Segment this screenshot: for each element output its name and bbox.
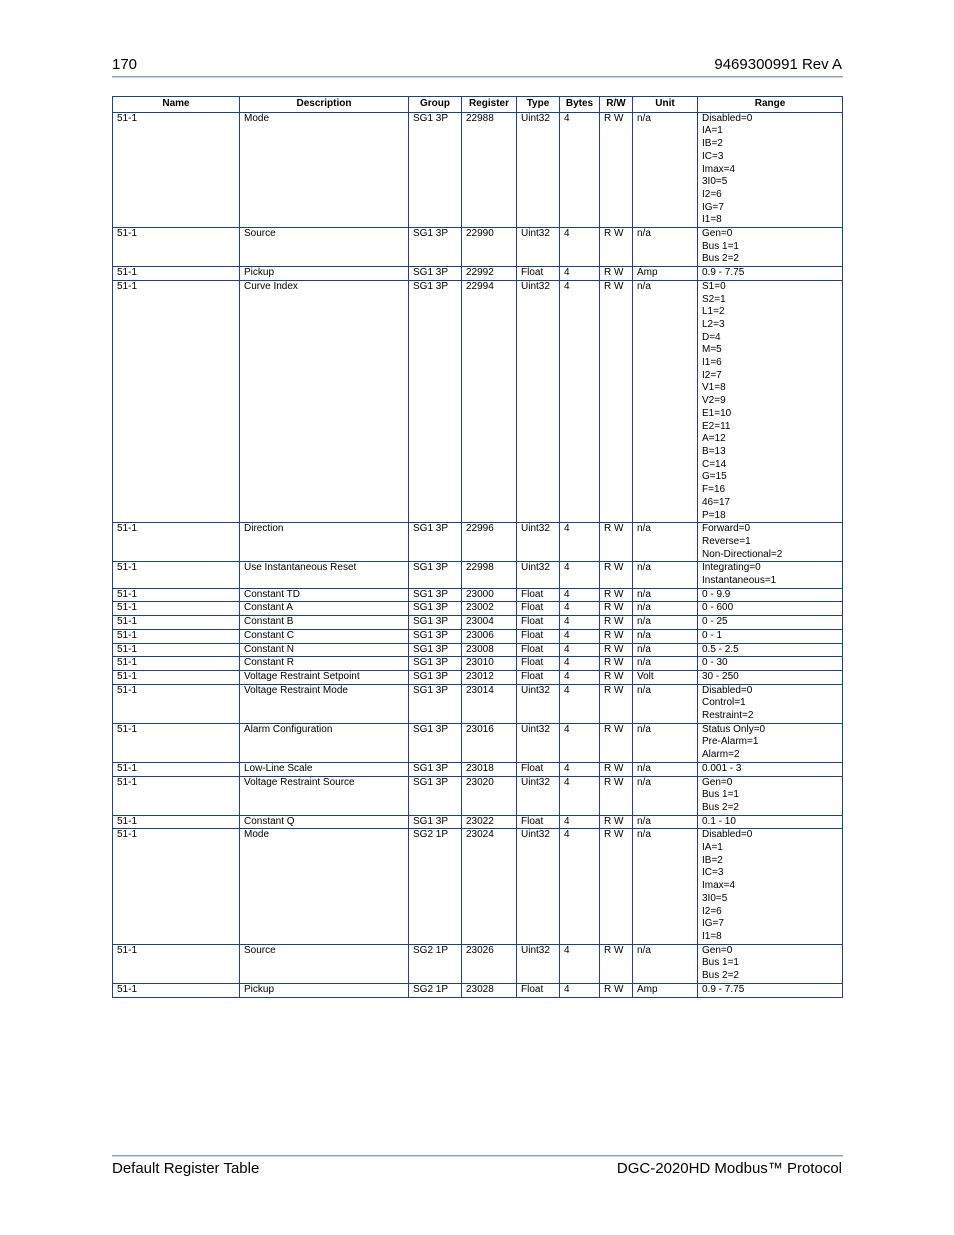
cell-description: Constant A [240,602,409,616]
cell-type: Float [517,588,560,602]
cell-description: Use Instantaneous Reset [240,562,409,588]
cell-register: 22990 [462,228,517,267]
cell-register: 22998 [462,562,517,588]
table-row [113,829,843,944]
cell-description: Alarm Configuration [240,723,409,762]
cell-register: 23008 [462,643,517,657]
cell-description: Direction [240,523,409,562]
cell-unit: n/a [633,629,698,643]
table-row [113,643,843,657]
cell-name: 51-1 [113,723,240,762]
column-header-register: Register [462,97,517,113]
cell-type: Float [517,762,560,776]
cell-register: 23014 [462,684,517,723]
cell-range: 0.9 - 7.75 [698,983,843,997]
cell-description: Voltage Restraint Mode [240,684,409,723]
cell-description: Voltage Restraint Source [240,776,409,815]
cell-type: Uint32 [517,723,560,762]
cell-range: 0 - 25 [698,616,843,630]
cell-rw: R W [600,776,633,815]
cell-description: Constant B [240,616,409,630]
cell-bytes: 4 [560,684,600,723]
cell-register: 23026 [462,944,517,983]
cell-description: Source [240,944,409,983]
column-header-name: Name [113,97,240,113]
cell-unit: n/a [633,657,698,671]
cell-name: 51-1 [113,776,240,815]
cell-range: 0.9 - 7.75 [698,267,843,281]
cell-name: 51-1 [113,815,240,829]
cell-range: 0 - 600 [698,602,843,616]
cell-bytes: 4 [560,523,600,562]
cell-bytes: 4 [560,280,600,522]
cell-register: 23018 [462,762,517,776]
cell-rw: R W [600,829,633,944]
cell-name: 51-1 [113,643,240,657]
cell-type: Float [517,643,560,657]
table-row [113,588,843,602]
table-row [113,280,843,522]
cell-rw: R W [600,562,633,588]
table-row [113,267,843,281]
cell-register: 22988 [462,112,517,227]
cell-group: SG1 3P [409,776,462,815]
cell-unit: n/a [633,588,698,602]
cell-range: 30 - 250 [698,670,843,684]
page-number: 170 [112,56,138,73]
cell-name: 51-1 [113,657,240,671]
cell-unit: n/a [633,944,698,983]
cell-bytes: 4 [560,602,600,616]
cell-type: Uint32 [517,228,560,267]
cell-unit: Volt [633,670,698,684]
cell-description: Mode [240,112,409,227]
column-header-bytes: Bytes [560,97,600,113]
cell-rw: R W [600,280,633,522]
cell-bytes: 4 [560,815,600,829]
cell-name: 51-1 [113,670,240,684]
cell-group: SG1 3P [409,657,462,671]
page-footer [112,1160,842,1180]
cell-type: Float [517,815,560,829]
cell-name: 51-1 [113,629,240,643]
cell-group: SG1 3P [409,723,462,762]
cell-range: 0 - 30 [698,657,843,671]
cell-bytes: 4 [560,944,600,983]
cell-rw: R W [600,629,633,643]
cell-range: Gen=0 Bus 1=1 Bus 2=2 [698,944,843,983]
cell-unit: n/a [633,776,698,815]
cell-group: SG1 3P [409,112,462,227]
cell-description: Constant R [240,657,409,671]
cell-type: Float [517,616,560,630]
cell-rw: R W [600,944,633,983]
cell-unit: n/a [633,228,698,267]
cell-range: 0 - 1 [698,629,843,643]
table-row [113,983,843,997]
cell-register: 23004 [462,616,517,630]
cell-range: Disabled=0 IA=1 IB=2 IC=3 Imax=4 3I0=5 I2=6 IG=7 I1=8 [698,829,843,944]
cell-unit: n/a [633,762,698,776]
cell-bytes: 4 [560,829,600,944]
column-header-unit: Unit [633,97,698,113]
cell-rw: R W [600,657,633,671]
cell-register: 23010 [462,657,517,671]
cell-description: Low-Line Scale [240,762,409,776]
cell-group: SG2 1P [409,983,462,997]
cell-rw: R W [600,602,633,616]
footer-rule [112,1155,843,1157]
table-row [113,562,843,588]
cell-range: 0 - 9.9 [698,588,843,602]
cell-group: SG1 3P [409,643,462,657]
cell-register: 23024 [462,829,517,944]
cell-register: 23016 [462,723,517,762]
cell-register: 23012 [462,670,517,684]
table-row [113,815,843,829]
cell-bytes: 4 [560,723,600,762]
cell-unit: Amp [633,267,698,281]
table-row [113,228,843,267]
cell-unit: n/a [633,523,698,562]
cell-group: SG1 3P [409,602,462,616]
cell-unit: n/a [633,829,698,944]
cell-group: SG1 3P [409,629,462,643]
cell-rw: R W [600,267,633,281]
cell-register: 23006 [462,629,517,643]
table-row [113,944,843,983]
cell-bytes: 4 [560,983,600,997]
cell-type: Float [517,267,560,281]
table-row [113,762,843,776]
cell-rw: R W [600,523,633,562]
table-row [113,684,843,723]
cell-description: Constant TD [240,588,409,602]
cell-range: Forward=0 Reverse=1 Non-Directional=2 [698,523,843,562]
cell-rw: R W [600,643,633,657]
cell-description: Pickup [240,267,409,281]
cell-rw: R W [600,983,633,997]
cell-type: Float [517,602,560,616]
cell-range: Disabled=0 IA=1 IB=2 IC=3 Imax=4 3I0=5 I2=6 IG=7 I1=8 [698,112,843,227]
cell-group: SG1 3P [409,228,462,267]
table-body [113,112,843,997]
cell-rw: R W [600,228,633,267]
cell-rw: R W [600,723,633,762]
table-row [113,616,843,630]
column-header-description: Description [240,97,409,113]
cell-type: Float [517,670,560,684]
cell-type: Uint32 [517,829,560,944]
cell-group: SG1 3P [409,815,462,829]
cell-group: SG1 3P [409,267,462,281]
cell-unit: n/a [633,280,698,522]
cell-type: Float [517,657,560,671]
cell-group: SG1 3P [409,562,462,588]
document-number: 9469300991 Rev A [714,56,842,73]
cell-type: Uint32 [517,280,560,522]
cell-name: 51-1 [113,562,240,588]
cell-type: Uint32 [517,944,560,983]
table-row [113,112,843,227]
table-row [113,776,843,815]
cell-name: 51-1 [113,983,240,997]
cell-name: 51-1 [113,588,240,602]
cell-type: Uint32 [517,684,560,723]
cell-group: SG1 3P [409,670,462,684]
cell-name: 51-1 [113,762,240,776]
cell-rw: R W [600,815,633,829]
cell-description: Constant C [240,629,409,643]
cell-range: S1=0 S2=1 L1=2 L2=3 D=4 M=5 I1=6 I2=7 V1=8 V2=9 E1=10 E2=11 A=12 B=13 C=14 G=15 F=16 46=17 P=18 [698,280,843,522]
table-row [113,670,843,684]
column-header-r-w: R/W [600,97,633,113]
cell-range: Gen=0 Bus 1=1 Bus 2=2 [698,776,843,815]
cell-type: Uint32 [517,562,560,588]
cell-register: 23002 [462,602,517,616]
product-title: DGC-2020HD Modbus™ Protocol [616,1160,842,1177]
cell-bytes: 4 [560,228,600,267]
table-row [113,657,843,671]
cell-name: 51-1 [113,602,240,616]
cell-bytes: 4 [560,267,600,281]
cell-group: SG1 3P [409,684,462,723]
column-header-range: Range [698,97,843,113]
cell-register: 23020 [462,776,517,815]
cell-unit: n/a [633,684,698,723]
cell-register: 22996 [462,523,517,562]
cell-bytes: 4 [560,588,600,602]
cell-range: 0.5 - 2.5 [698,643,843,657]
cell-group: SG1 3P [409,523,462,562]
cell-description: Pickup [240,983,409,997]
cell-bytes: 4 [560,616,600,630]
cell-name: 51-1 [113,829,240,944]
header-rule [112,76,843,78]
cell-description: Curve Index [240,280,409,522]
cell-bytes: 4 [560,112,600,227]
register-table [112,96,843,998]
cell-register: 23022 [462,815,517,829]
cell-register: 22994 [462,280,517,522]
cell-unit: n/a [633,602,698,616]
table-row [113,723,843,762]
table-header-row [113,97,843,113]
cell-group: SG1 3P [409,762,462,776]
cell-name: 51-1 [113,684,240,723]
cell-unit: n/a [633,616,698,630]
cell-name: 51-1 [113,944,240,983]
cell-group: SG1 3P [409,280,462,522]
cell-register: 23028 [462,983,517,997]
cell-name: 51-1 [113,228,240,267]
cell-name: 51-1 [113,280,240,522]
table-row [113,629,843,643]
cell-unit: Amp [633,983,698,997]
table-row [113,602,843,616]
cell-group: SG2 1P [409,829,462,944]
cell-name: 51-1 [113,616,240,630]
cell-bytes: 4 [560,657,600,671]
cell-unit: n/a [633,562,698,588]
cell-rw: R W [600,588,633,602]
cell-unit: n/a [633,723,698,762]
cell-group: SG1 3P [409,588,462,602]
cell-name: 51-1 [113,112,240,227]
cell-description: Source [240,228,409,267]
cell-unit: n/a [633,643,698,657]
cell-range: 0.1 - 10 [698,815,843,829]
cell-name: 51-1 [113,523,240,562]
cell-bytes: 4 [560,776,600,815]
table-row [113,523,843,562]
cell-bytes: 4 [560,670,600,684]
page-header [112,56,842,76]
cell-description: Constant N [240,643,409,657]
cell-description: Mode [240,829,409,944]
cell-bytes: 4 [560,762,600,776]
cell-range: 0.001 - 3 [698,762,843,776]
cell-range: Disabled=0 Control=1 Restraint=2 [698,684,843,723]
cell-name: 51-1 [113,267,240,281]
cell-rw: R W [600,670,633,684]
cell-type: Uint32 [517,523,560,562]
cell-type: Uint32 [517,112,560,227]
cell-unit: n/a [633,112,698,227]
cell-description: Constant Q [240,815,409,829]
cell-range: Gen=0 Bus 1=1 Bus 2=2 [698,228,843,267]
cell-unit: n/a [633,815,698,829]
cell-bytes: 4 [560,562,600,588]
column-header-group: Group [409,97,462,113]
cell-range: Status Only=0 Pre-Alarm=1 Alarm=2 [698,723,843,762]
cell-rw: R W [600,616,633,630]
cell-rw: R W [600,112,633,227]
cell-type: Uint32 [517,776,560,815]
cell-bytes: 4 [560,629,600,643]
cell-rw: R W [600,684,633,723]
cell-group: SG1 3P [409,616,462,630]
section-title: Default Register Table [112,1160,260,1177]
cell-register: 22992 [462,267,517,281]
cell-type: Float [517,629,560,643]
cell-rw: R W [600,762,633,776]
cell-group: SG2 1P [409,944,462,983]
cell-register: 23000 [462,588,517,602]
cell-bytes: 4 [560,643,600,657]
column-header-type: Type [517,97,560,113]
cell-range: Integrating=0 Instantaneous=1 [698,562,843,588]
cell-type: Float [517,983,560,997]
cell-description: Voltage Restraint Setpoint [240,670,409,684]
